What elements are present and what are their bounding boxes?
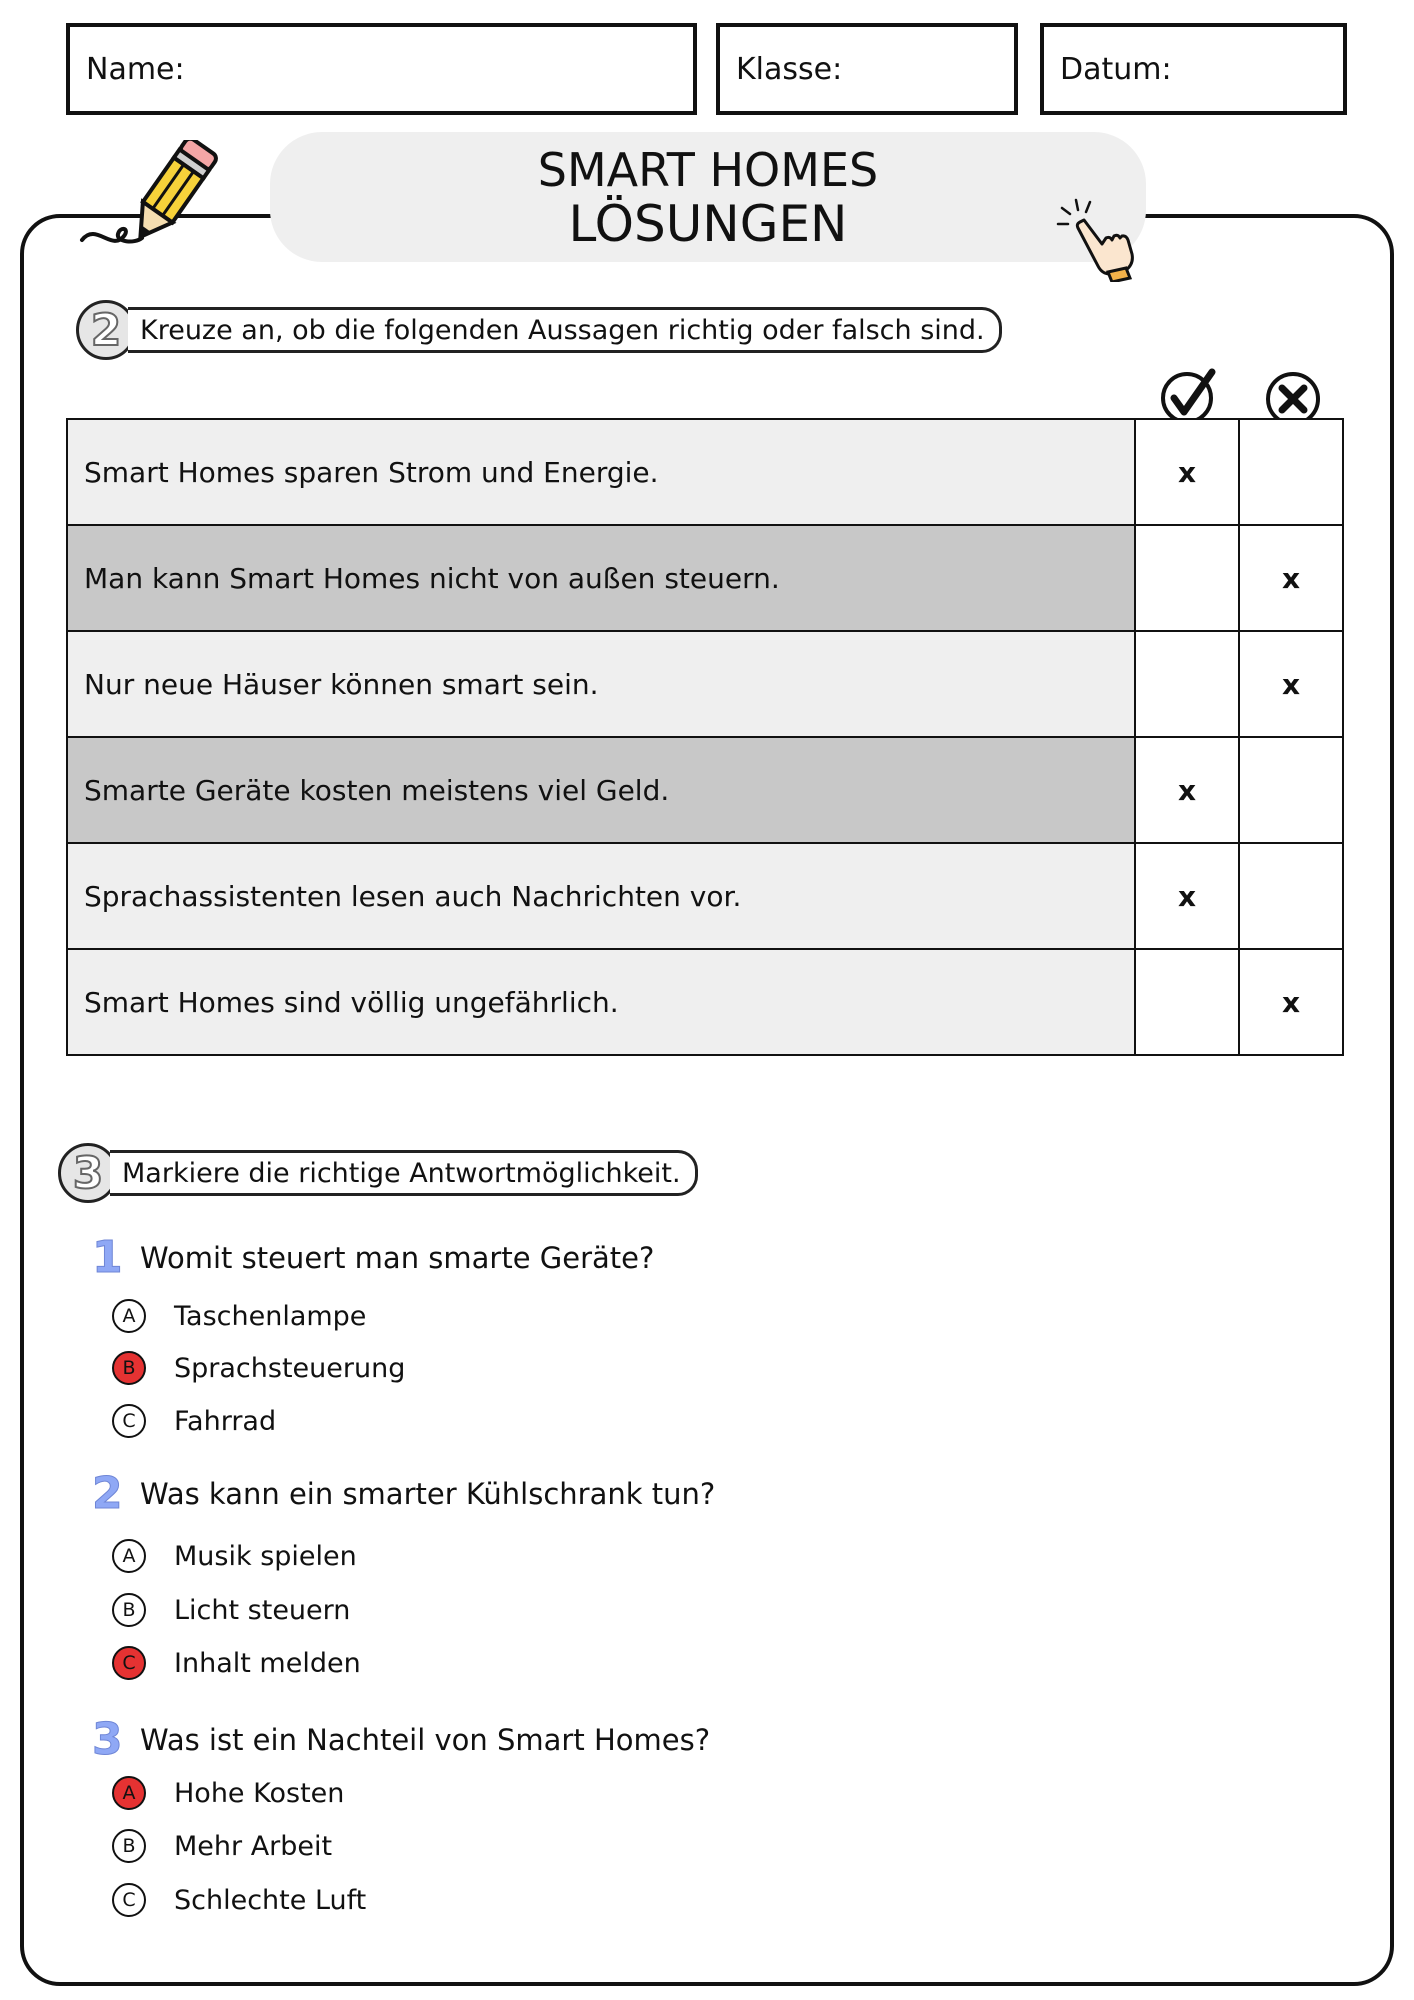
- option-text: Mehr Arbeit: [174, 1830, 333, 1862]
- option-q2-b[interactable]: [112, 1593, 350, 1627]
- datum-field[interactable]: [1040, 23, 1347, 115]
- option-letter-selected: B: [112, 1351, 146, 1385]
- option-q2-c[interactable]: [112, 1646, 361, 1680]
- option-q3-a[interactable]: [112, 1776, 344, 1810]
- option-q2-a[interactable]: [112, 1539, 357, 1573]
- question-number: 2: [92, 1468, 123, 1519]
- page-title: [270, 132, 1146, 262]
- table-row: [67, 525, 1343, 631]
- name-label: Name:: [86, 51, 185, 87]
- true-checkbox[interactable]: [1135, 949, 1239, 1055]
- task-2-header: [76, 300, 1002, 360]
- title-line-2: LÖSUNGEN: [568, 195, 848, 253]
- option-text: Licht steuern: [174, 1594, 351, 1626]
- statement-text: Nur neue Häuser können smart sein.: [67, 631, 1135, 737]
- question-number: 3: [92, 1714, 123, 1765]
- statement-text: Smarte Geräte kosten meistens viel Geld.: [67, 737, 1135, 843]
- task-3-instruction: Markiere die richtige Antwortmöglichkeit.: [110, 1150, 698, 1196]
- title-line-1: SMART HOMES: [537, 143, 879, 197]
- question-number: 1: [92, 1232, 123, 1283]
- task-2-number: 2: [76, 300, 136, 360]
- table-row: [67, 843, 1343, 949]
- klasse-field[interactable]: [716, 23, 1018, 115]
- klasse-label: Klasse:: [736, 51, 843, 87]
- question-1: [92, 1232, 654, 1283]
- task-3-header: [58, 1143, 698, 1203]
- table-row: [67, 419, 1343, 525]
- option-q1-b[interactable]: [112, 1351, 405, 1385]
- option-letter: B: [112, 1829, 146, 1863]
- true-checkbox[interactable]: [1135, 631, 1239, 737]
- true-false-table: [66, 418, 1344, 1056]
- false-checkbox[interactable]: x: [1239, 631, 1343, 737]
- option-letter: B: [112, 1593, 146, 1627]
- option-letter: A: [112, 1299, 146, 1333]
- false-checkbox[interactable]: [1239, 843, 1343, 949]
- false-checkbox[interactable]: [1239, 419, 1343, 525]
- pencil-icon: [76, 140, 226, 260]
- datum-label: Datum:: [1060, 51, 1172, 87]
- pointing-hand-icon: [1050, 192, 1140, 282]
- true-checkbox[interactable]: x: [1135, 737, 1239, 843]
- option-q1-a[interactable]: [112, 1299, 366, 1333]
- option-letter: C: [112, 1404, 146, 1438]
- option-q1-c[interactable]: [112, 1404, 276, 1438]
- statement-text: Sprachassistenten lesen auch Nachrichten vor.: [67, 843, 1135, 949]
- true-checkbox[interactable]: [1135, 525, 1239, 631]
- name-field[interactable]: [66, 23, 697, 115]
- option-letter-selected: A: [112, 1776, 146, 1810]
- false-checkbox[interactable]: x: [1239, 525, 1343, 631]
- option-text: Musik spielen: [174, 1540, 357, 1572]
- true-checkbox[interactable]: x: [1135, 419, 1239, 525]
- table-row: [67, 949, 1343, 1055]
- false-checkbox[interactable]: x: [1239, 949, 1343, 1055]
- question-3: [92, 1714, 710, 1765]
- task-3-number: 3: [58, 1143, 118, 1203]
- task-2-instruction: Kreuze an, ob die folgenden Aussagen richtig oder falsch sind.: [128, 307, 1002, 353]
- statement-text: Smart Homes sind völlig ungefährlich.: [67, 949, 1135, 1055]
- question-2: [92, 1468, 715, 1519]
- true-checkbox[interactable]: x: [1135, 843, 1239, 949]
- option-q3-b[interactable]: [112, 1829, 332, 1863]
- option-text: Sprachsteuerung: [174, 1352, 406, 1384]
- option-text: Taschenlampe: [174, 1300, 367, 1332]
- statement-text: Smart Homes sparen Strom und Energie.: [67, 419, 1135, 525]
- question-text: Womit steuert man smarte Geräte?: [140, 1240, 655, 1275]
- option-text: Schlechte Luft: [174, 1884, 367, 1916]
- table-row: [67, 737, 1343, 843]
- option-text: Fahrrad: [174, 1405, 277, 1437]
- question-text: Was kann ein smarter Kühlschrank tun?: [140, 1476, 716, 1511]
- option-letter: A: [112, 1539, 146, 1573]
- table-row: [67, 631, 1343, 737]
- option-letter-selected: C: [112, 1646, 146, 1680]
- option-q3-c[interactable]: [112, 1883, 366, 1917]
- option-letter: C: [112, 1883, 146, 1917]
- option-text: Hohe Kosten: [174, 1777, 345, 1809]
- false-checkbox[interactable]: [1239, 737, 1343, 843]
- statement-text: Man kann Smart Homes nicht von außen steuern.: [67, 525, 1135, 631]
- question-text: Was ist ein Nachteil von Smart Homes?: [140, 1722, 711, 1757]
- option-text: Inhalt melden: [174, 1647, 361, 1679]
